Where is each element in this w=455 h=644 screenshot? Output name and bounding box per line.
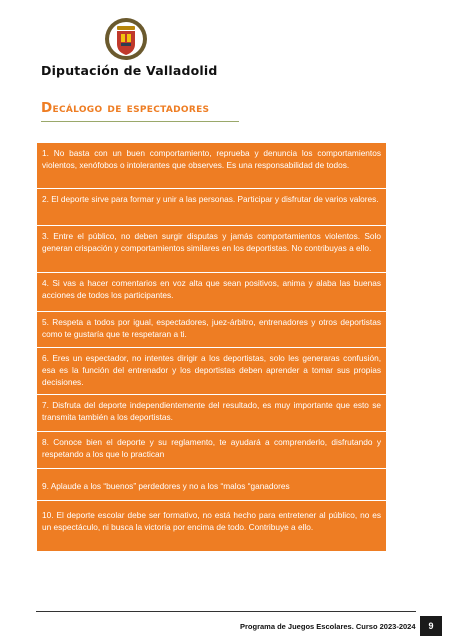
list-item: 10. El deporte escolar debe ser formativo, no está hecho para entretener al público, no es un espectáculo, ni busca la victoria por encima de todo. Contribuye a ello.	[37, 501, 386, 552]
page-number: 9	[420, 616, 442, 636]
heading-underline	[41, 121, 239, 122]
list-item: 4. Si vas a hacer comentarios en voz alta que sean positivos, anima y alaba las buenas acciones de todos los participantes.	[37, 273, 386, 312]
decalogue-list	[37, 143, 386, 552]
list-item: 9. Aplaude a los “buenos” perdedores y no a los “malos “ganadores	[37, 469, 386, 501]
footer-divider	[36, 611, 416, 612]
list-item: 1. No basta con un buen comportamiento, reprueba y denuncia los comportamientos violentos, xenófobos o intolerantes que observes. Es una responsabilidad de todos.	[37, 143, 386, 189]
list-item: 5. Respeta a todos por igual, espectadores, juez-árbitro, entrenadores y otros deportistas como te gustaría que te respetaran a ti.	[37, 312, 386, 348]
list-item: 3. Entre el público, no deben surgir disputas y jamás comportamientos violentos. Solo generan crispación y comportamientos similares en los deportistas. No contribuyas a ello.	[37, 226, 386, 273]
organization-name: Diputación de Valladolid	[41, 63, 218, 78]
section-heading: Decálogo de espectadores	[41, 100, 210, 116]
coat-of-arms-icon	[103, 16, 149, 62]
list-item: 7. Disfruta del deporte independientemente del resultado, es muy importante que esto se transmita también a los deportistas.	[37, 395, 386, 432]
list-item: 6. Eres un espectador, no intentes dirigir a los deportistas, solo les generaras confusión, esa es la función del entrenador y los deportistas deben aprender a tomar sus propias decisiones.	[37, 348, 386, 395]
footer-title: Programa de Juegos Escolares. Curso 2023-2024	[240, 622, 416, 631]
list-item: 8. Conoce bien el deporte y su reglamento, te ayudará a comprenderlo, disfrutando y respetando a los que lo practican	[37, 432, 386, 469]
list-item: 2. El deporte sirve para formar y unir a las personas. Participar y disfrutar de varios valores.	[37, 189, 386, 226]
